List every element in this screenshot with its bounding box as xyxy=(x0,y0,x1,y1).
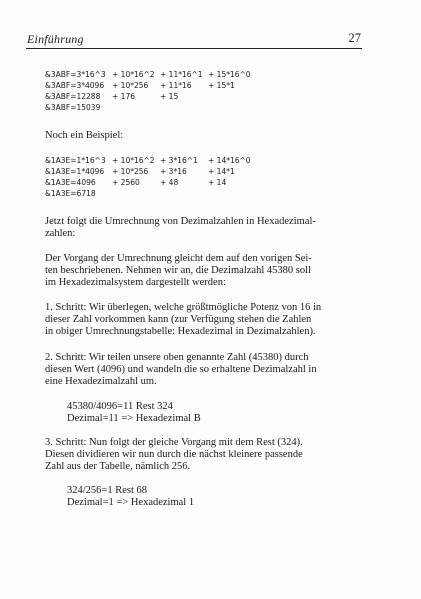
step-3-paragraph: 3. Schritt: Nun folgt der gleiche Vorgang mit dem Rest (324). Diesen dividieren wir nun durch die nächst kleinere passende Zahl aus der Tabelle, nämlich 256. xyxy=(45,437,303,472)
calculation-2: 324/256=1 Rest 68 Dezimal=1 => Hexadezimal 1 xyxy=(67,485,195,508)
example-label: Noch ein Beispiel: xyxy=(45,130,124,141)
step-1-paragraph: 1. Schritt: Wir überlegen, welche größtmögliche Potenz von 16 in dieser Zahl vorkommen kann (zur Verfügung stehen die Zahlen in obiger Umrechnungstabelle: Hexadezimal in Dezimalzahlen). xyxy=(45,302,322,337)
page-number: 27 xyxy=(348,31,361,45)
step-2-paragraph: 2. Schritt: Wir teilen unsere oben genannte Zahl (45380) durch diesen Wert (4096) und wandeln die so erhaltene Dezimalzahl in eine Hexadezimalzahl um. xyxy=(45,352,317,387)
running-header xyxy=(26,30,362,49)
chapter-title: Einführung xyxy=(27,32,84,46)
intro-paragraph: Jetzt folgt die Umrechnung von Dezimalzahlen in Hexadezimal- zahlen: xyxy=(45,216,316,239)
process-paragraph: Der Vorgang der Umrechnung gleicht dem auf den vorigen Sei- ten beschriebenen. Nehmen wir an, die Dezimalzahl 45380 soll im Hexadezimalsystem dargestellt werden: xyxy=(45,253,312,288)
calculation-1: 45380/4096=11 Rest 324 Dezimal=11 => Hexadezimal B xyxy=(67,401,201,424)
book-page: Einführung 27 &3ABF=3*16^3 + 10*16^2 + 11*16^1 + 15*16^0 &3ABF=3*4096 + 10*256 + 11*16 + 15*1 &3ABF=12288 + 176 + 15 &3ABF=15039 Noch ein Beispiel: &1A3E=1*16^3 + 10*16^2 + 3*16^1 + 14*16^0 &1A3E=1*4096 + 10*256 + 3*16 + 14*1 &1A3E=4096 + 2560 + 48 + 14 &1A3E=6718 Jetzt folgt die Umrechnung von Dezimalzahlen in Hexadezimal- zahlen: Der Vorgang der Umrechnung gleicht dem auf den vorigen Sei- ten beschriebenen. Nehmen wir an, die Dezimalzahl 45380 soll im Hexadezimalsystem dargestellt werden: 1. Schritt: Wir überlegen, welche größtmögliche Potenz von 16 in dieser Zahl vorkommen kann (zur Verfügung stehen die Zahlen in obiger Umrechnungstabelle: Hexadezimal in Dezimalzahlen). 2. Schritt: Wir teilen unsere oben genannte Zahl (45380) durch diesen Wert (4096) und wandeln die so erhaltene Dezimalzahl in eine Hexadezimalzahl um. 45380/4096=11 Rest 324 Dezimal=11 => Hexadezimal B 3. Schritt: Nun folgt der gleiche Vorgang mit dem Rest (324). Diesen dividieren wir nun durch die nächst kleinere passende Zahl aus der Tabelle, nämlich 256. 324/256=1 Rest 68 Dezimal=1 => Hexadezimal 1 xyxy=(27,31,361,508)
